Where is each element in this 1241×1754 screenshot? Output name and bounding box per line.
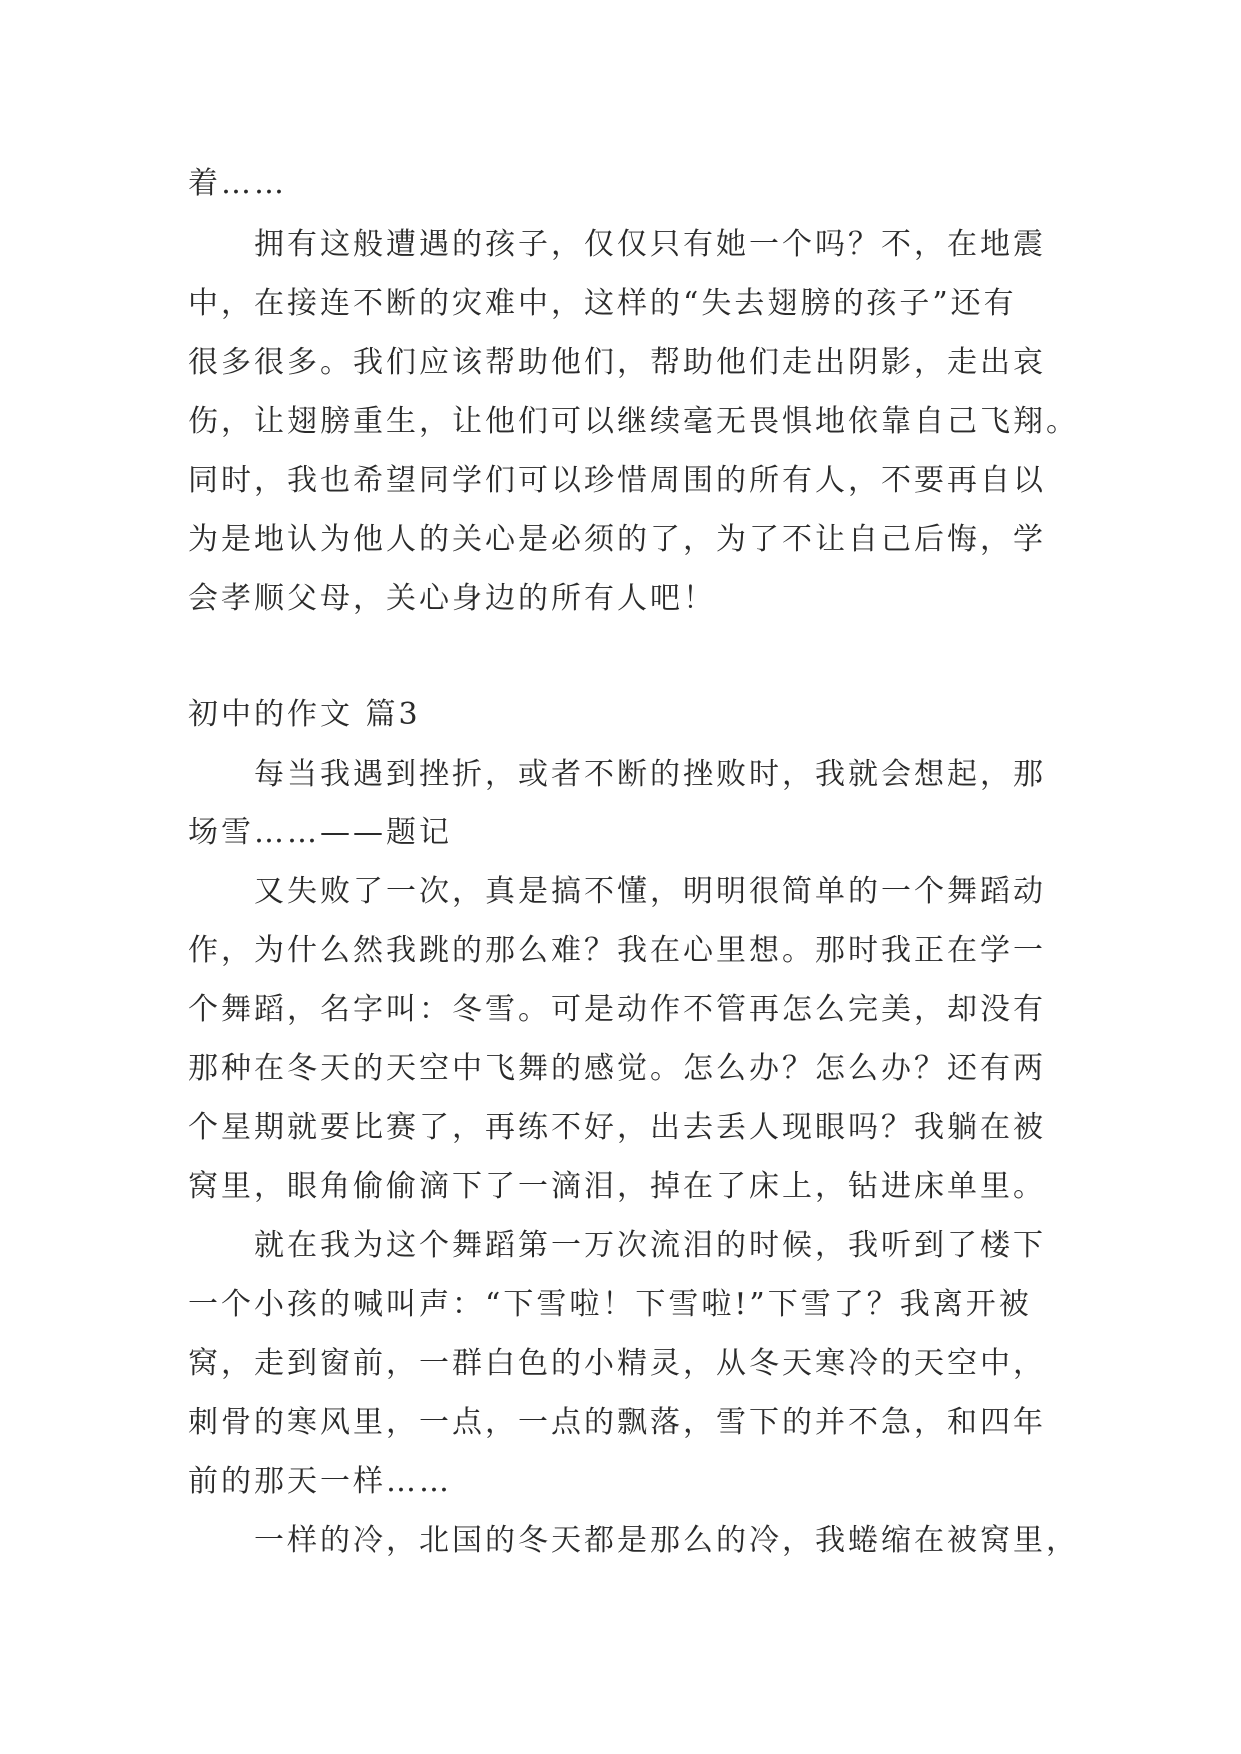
paragraph-line: 为是地认为他人的关心是必须的了，为了不让自己后悔，学 (188, 522, 1046, 557)
paragraph-line: 一个小孩的喊叫声：“下雪啦！下雪啦!”下雪了？我离开被 (188, 1287, 1032, 1322)
paragraph-line: 中，在接连不断的灾难中，这样的“失去翅膀的孩子”还有 (188, 286, 1017, 321)
paragraph-line: 会孝顺父母，关心身边的所有人吧！ (188, 581, 716, 616)
essay-title: 初中的作文 篇3 (188, 697, 421, 732)
paragraph-line: 作，为什么然我跳的那么难？我在心里想。那时我正在学一 (188, 933, 1046, 968)
paragraph-line: 窝，走到窗前，一群白色的小精灵，从冬天寒冷的天空中， (188, 1346, 1046, 1381)
paragraph-line: 刺骨的寒风里，一点，一点的飘落，雪下的并不急，和四年 (188, 1405, 1046, 1440)
continuation-line: 着…… (188, 166, 287, 201)
paragraph-line: 同时，我也希望同学们可以珍惜周围的所有人，不要再自以 (188, 463, 1046, 498)
paragraph-line: 个舞蹈，名字叫：冬雪。可是动作不管再怎么完美，却没有 (188, 992, 1046, 1027)
paragraph-line: 伤，让翅膀重生，让他们可以继续毫无畏惧地依靠自己飞翔。 (188, 404, 1079, 439)
paragraph-line: 前的那天一样…… (188, 1464, 452, 1499)
paragraph-line: 那种在冬天的天空中飞舞的感觉。怎么办？怎么办？还有两 (188, 1051, 1046, 1086)
paragraph-line: 个星期就要比赛了，再练不好，出去丢人现眼吗？我躺在被 (188, 1110, 1046, 1145)
paragraph-line: 又失败了一次，真是搞不懂，明明很简单的一个舞蹈动 (254, 874, 1046, 909)
epigraph-line: 场雪……——题记 (188, 815, 452, 850)
epigraph-line: 每当我遇到挫折，或者不断的挫败时，我就会想起，那 (254, 757, 1046, 792)
paragraph-line: 很多很多。我们应该帮助他们，帮助他们走出阴影，走出哀 (188, 345, 1046, 380)
paragraph-line: 窝里，眼角偷偷滴下了一滴泪，掉在了床上，钻进床单里。 (188, 1169, 1046, 1204)
paragraph-line: 一样的冷，北国的冬天都是那么的冷，我蜷缩在被窝里， (254, 1523, 1079, 1558)
paragraph-line: 就在我为这个舞蹈第一万次流泪的时候，我听到了楼下 (254, 1228, 1046, 1263)
paragraph-line: 拥有这般遭遇的孩子，仅仅只有她一个吗？不，在地震 (254, 227, 1046, 262)
